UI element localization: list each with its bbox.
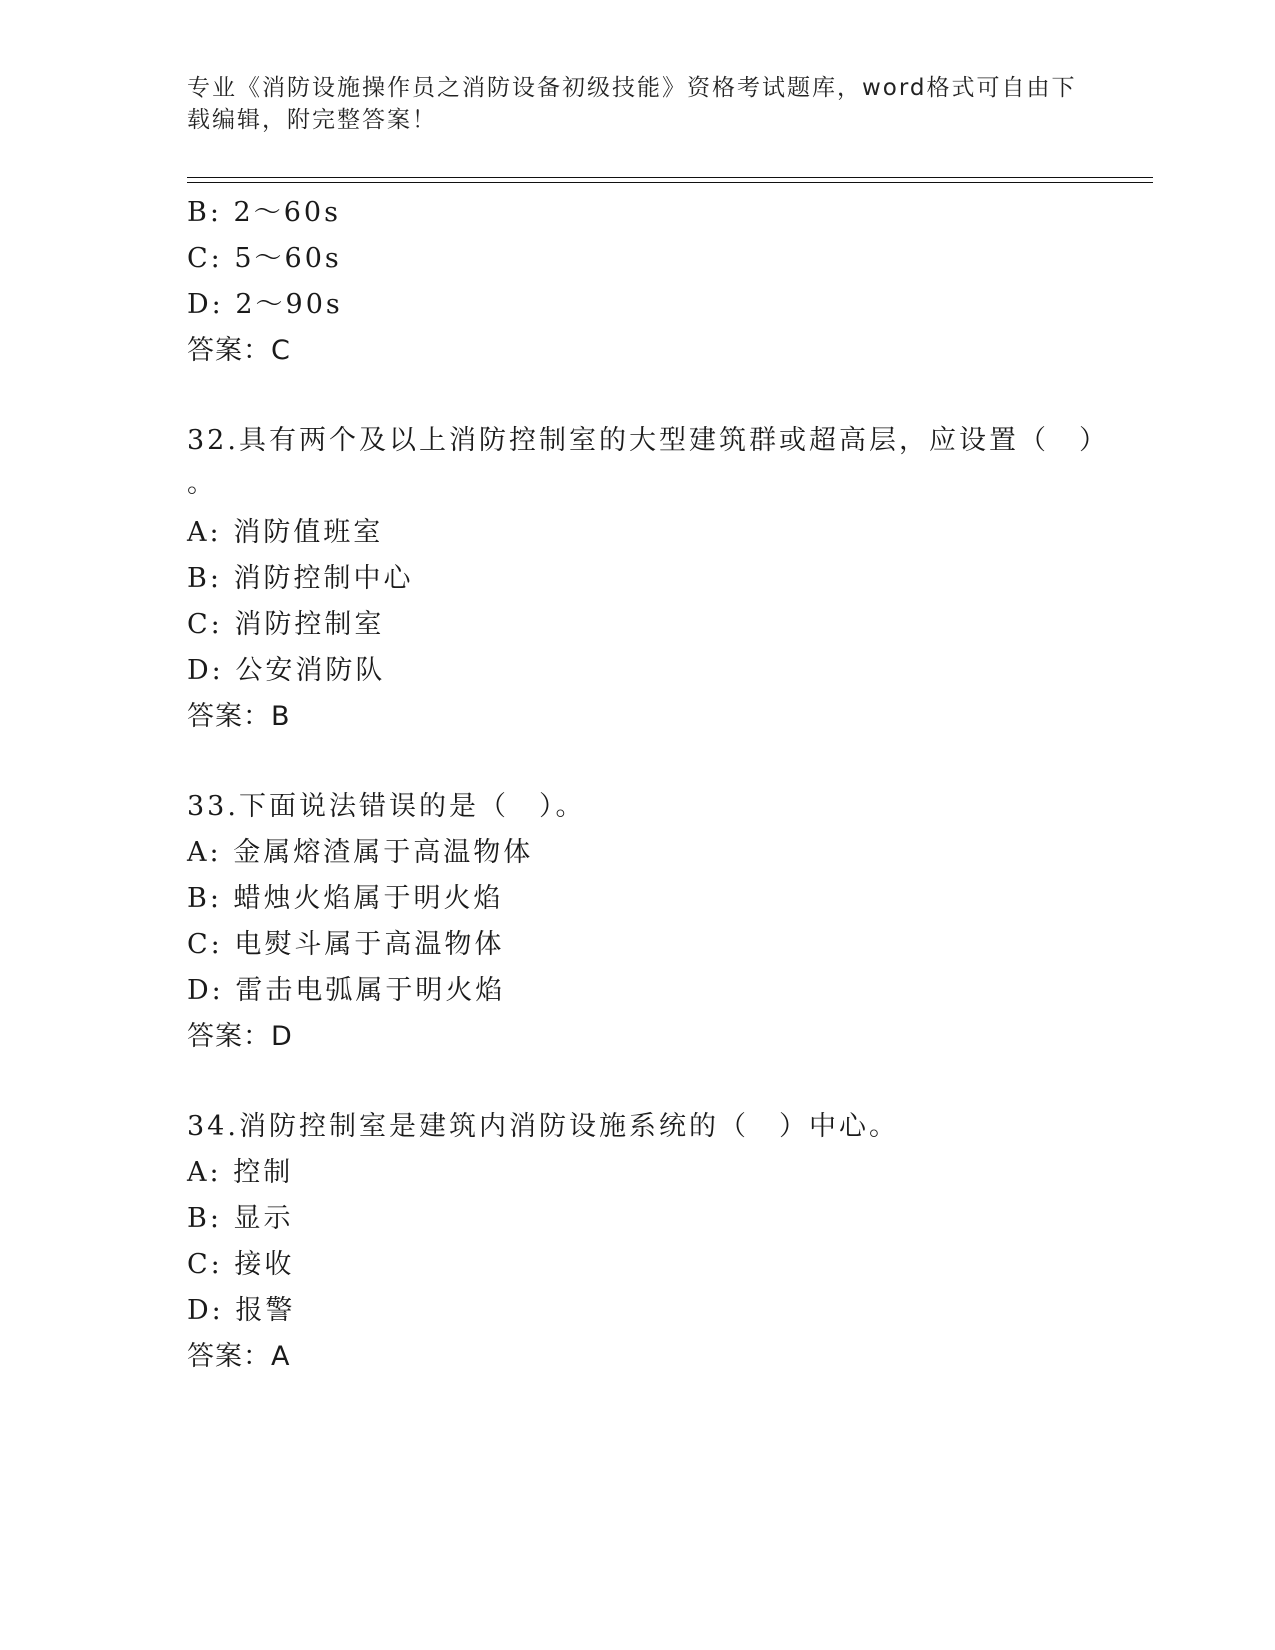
option-label: D: [187,975,224,1006]
option-b [187,876,1147,922]
question-block-31 [187,190,1147,374]
option-label: A: [187,837,222,868]
option-d [187,282,1147,328]
option-text: 5～60s [234,243,342,274]
option-c [187,602,1147,648]
option-text: 接收 [234,1249,295,1280]
option-label: B: [187,1203,222,1234]
option-c [187,1242,1147,1288]
option-d [187,648,1147,694]
question-list [187,190,1147,1380]
option-a [187,1150,1147,1196]
option-label: C: [187,1249,223,1280]
option-label: B: [187,197,222,228]
option-text: 控制 [233,1157,294,1188]
option-text: 显示 [233,1203,294,1234]
option-b [187,190,1147,236]
option-a [187,510,1147,556]
option-label: C: [187,243,223,274]
option-text: 报警 [235,1295,296,1326]
option-text: 蜡烛火焰属于明火焰 [233,883,504,914]
option-text: 消防控制室 [234,609,385,640]
option-label: D: [187,1295,224,1326]
option-text: 2～90s [235,289,343,320]
option-text: 消防值班室 [233,517,384,548]
option-label: A: [187,517,222,548]
option-text: 消防控制中心 [233,563,414,594]
option-label: B: [187,563,222,594]
question-stem: 32.具有两个及以上消防控制室的大型建筑群或超高层，应设置（ ） [187,425,1109,456]
option-c [187,922,1147,968]
option-text: 雷击电弧属于明火焰 [235,975,506,1006]
option-b [187,1196,1147,1242]
option-label: D: [187,655,224,686]
question-stem: 33.下面说法错误的是（ ）。 [187,791,586,822]
header-divider-top [187,177,1153,178]
option-text: 2～60s [233,197,341,228]
question-stem-tail: 。 [187,468,217,499]
option-d [187,968,1147,1014]
answer: 答案：A [187,1341,291,1372]
header-line-1: 专业《消防设施操作员之消防设备初级技能》资格考试题库，word格式可自由下 [187,75,1077,101]
option-label: C: [187,609,223,640]
option-label: A: [187,1157,222,1188]
header-divider-bottom [187,182,1153,183]
question-block-34 [187,1104,1147,1380]
option-d [187,1288,1147,1334]
option-label: C: [187,929,223,960]
option-a [187,830,1147,876]
question-block-32 [187,418,1147,740]
question-stem: 34.消防控制室是建筑内消防设施系统的（ ）中心。 [187,1111,899,1142]
document-header [187,72,1087,136]
option-label: B: [187,883,222,914]
option-c [187,236,1147,282]
option-text: 电熨斗属于高温物体 [234,929,505,960]
answer: 答案：C [187,335,291,366]
header-line-2: 载编辑，附完整答案！ [187,107,437,133]
option-text: 金属熔渣属于高温物体 [233,837,534,868]
option-label: D: [187,289,224,320]
option-text: 公安消防队 [235,655,386,686]
option-b [187,556,1147,602]
answer: 答案：B [187,701,291,732]
answer: 答案：D [187,1021,293,1052]
question-block-33 [187,784,1147,1060]
